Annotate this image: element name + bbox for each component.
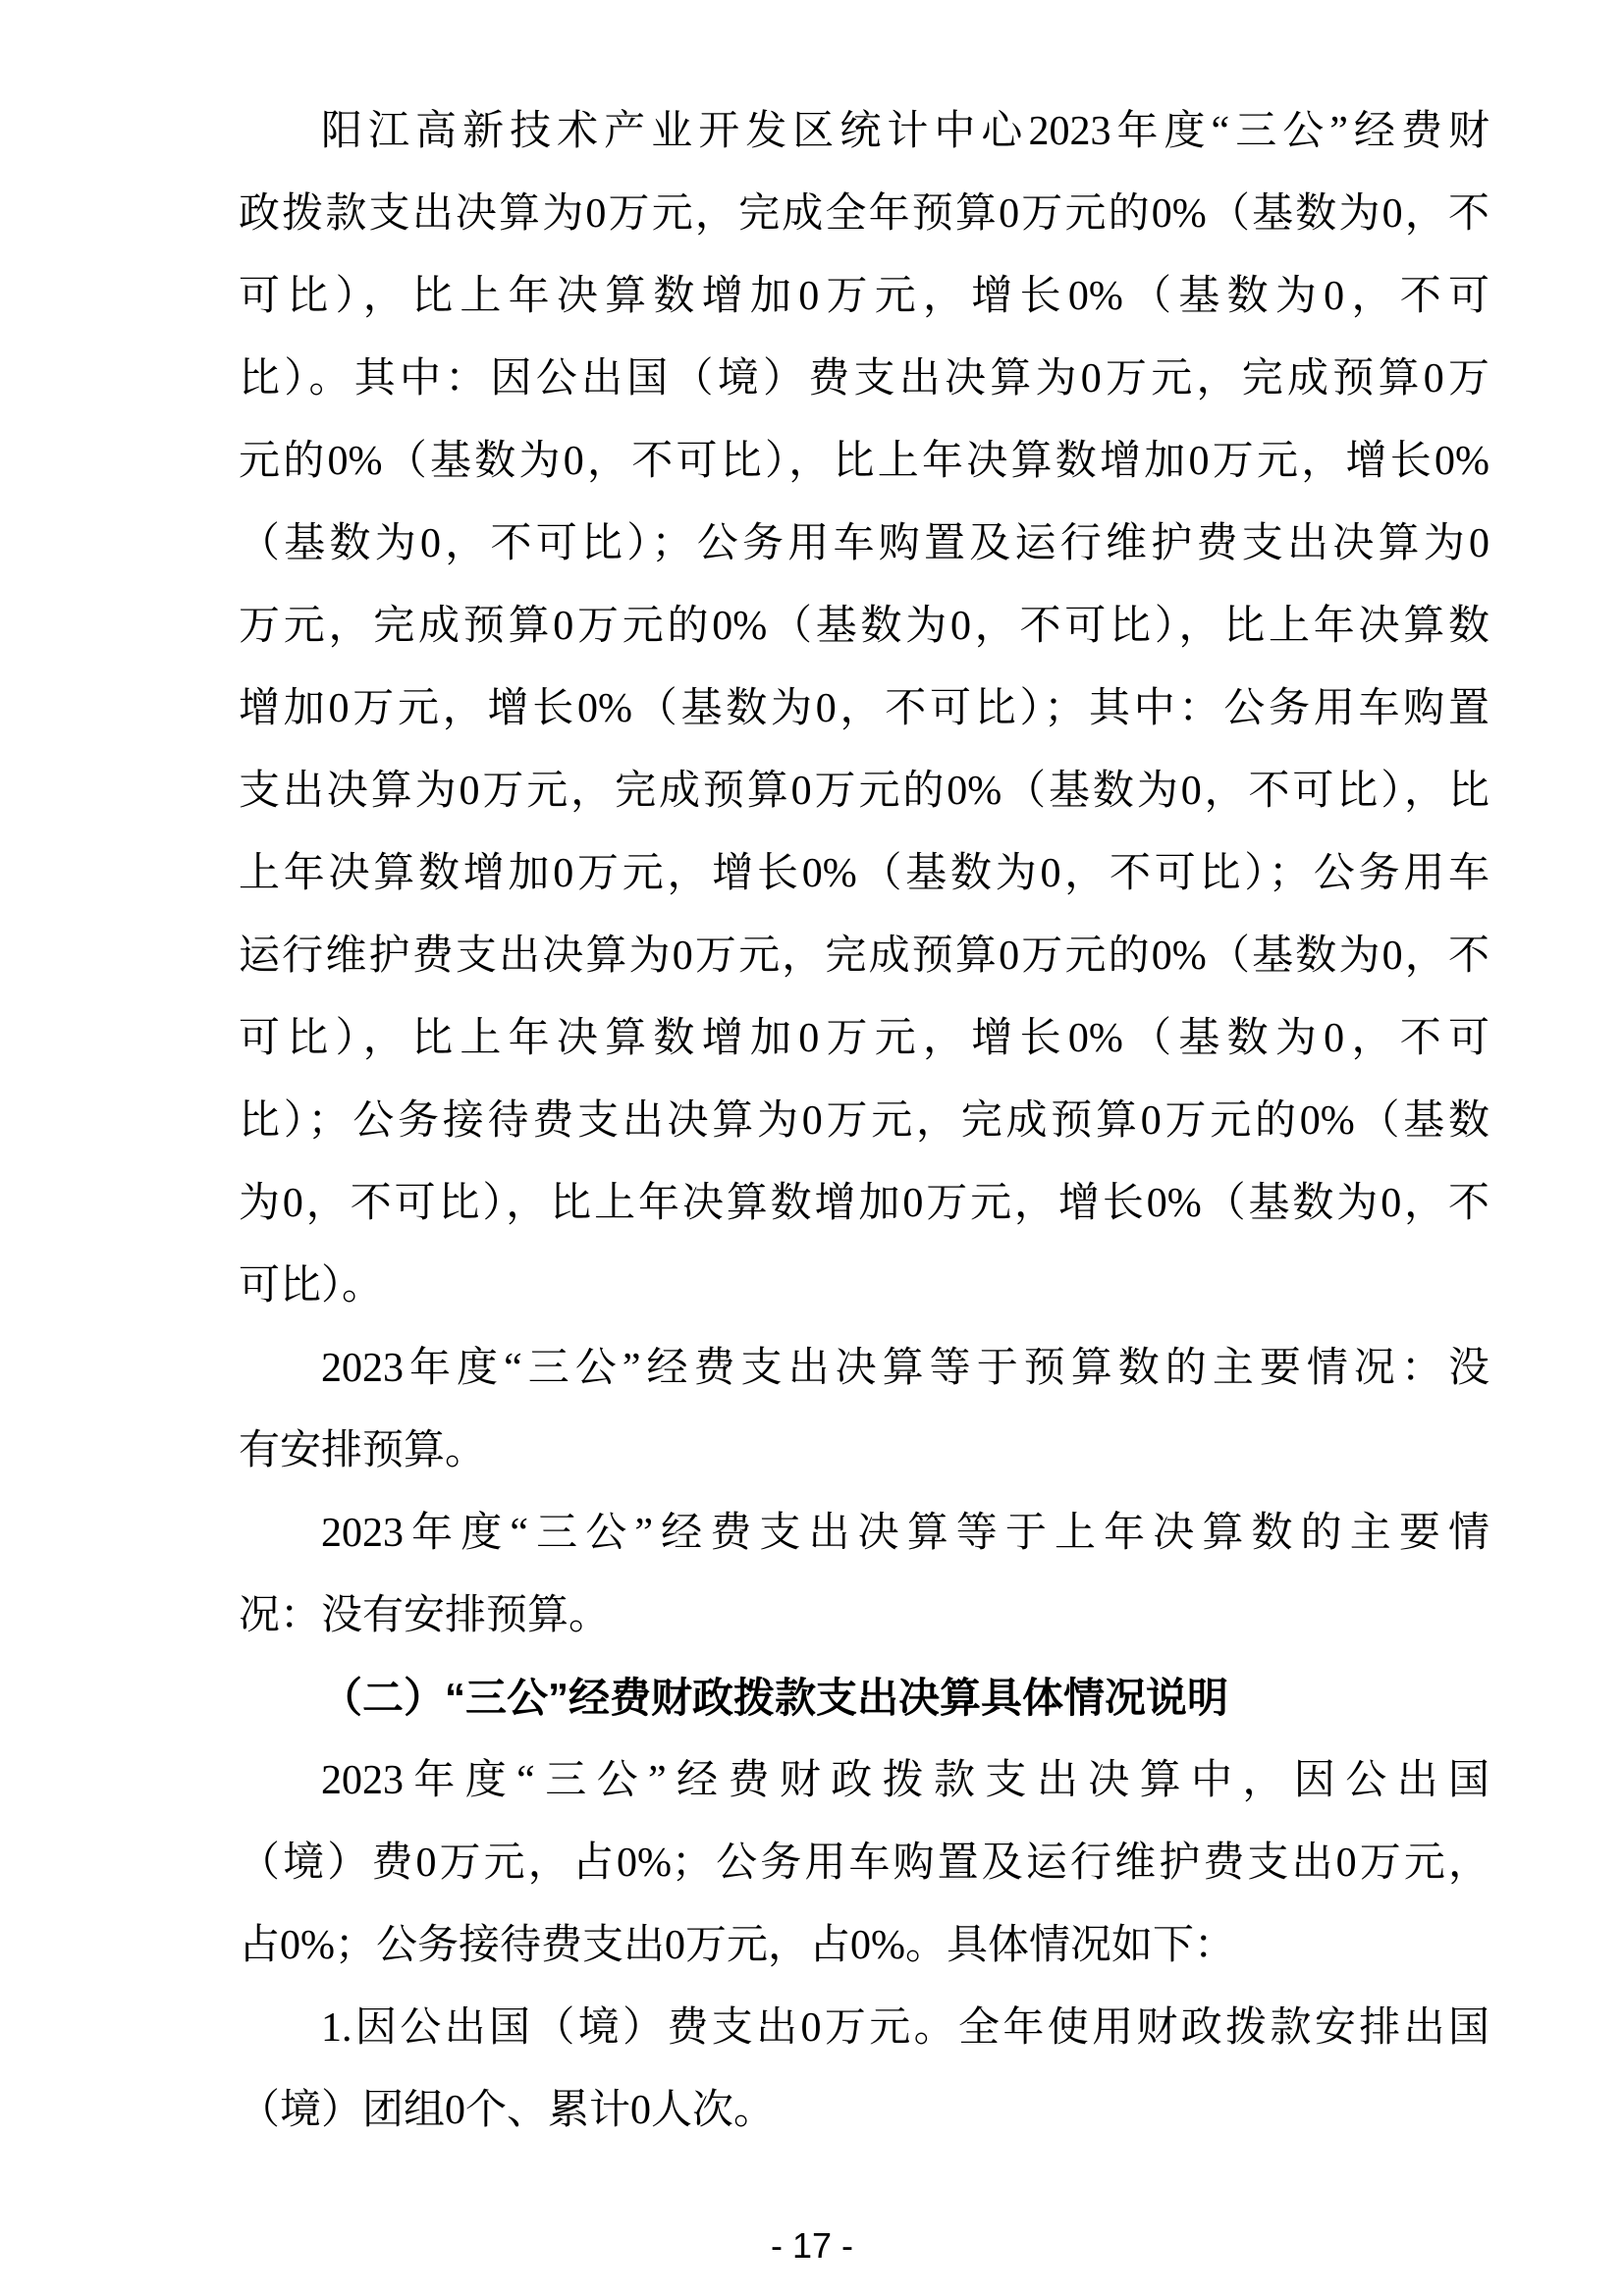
text-line: 况：没有安排预算。 [239,1593,611,1638]
document-body [239,90,1489,2152]
paragraph-equal-to-budget-note [239,1327,1489,1492]
text-line: 支出决算为0万元，完成预算0万元的0%（基数为0，不可比），比 [239,769,1489,814]
text-line: 元的0%（基数为0，不可比），比上年决算数增加0万元，增长0% [239,439,1489,484]
text-line: 比）。其中：因公出国（境）费支出决算为0万元，完成预算0万 [239,356,1489,401]
text-line: 1.因公出国（境）费支出0万元。全年使用财政拨款安排出国 [321,2005,1489,2051]
text-line: 占0%；公务接待费支出0万元，占0%。具体情况如下： [239,1923,1235,1968]
section-two-heading [239,1657,1489,1739]
text-line: （境）费0万元，占0%；公务用车购置及运行维护费支出0万元， [239,1841,1489,1886]
text-line: 上年决算数增加0万元，增长0%（基数为0，不可比）；公务用车 [239,851,1489,896]
page-number: - 17 - [770,2225,854,2266]
text-line: 可比），比上年决算数增加0万元，增长0%（基数为0，不可 [239,274,1489,319]
text-line: （境）团组0个、累计0人次。 [239,2088,776,2133]
text-line: 增加0万元，增长0%（基数为0，不可比）；其中：公务用车购置 [239,686,1489,731]
paragraph-breakdown-overview [239,1739,1489,1987]
paragraph-three-public-funds-summary [239,90,1489,1327]
paragraph-equal-to-last-year-note [239,1492,1489,1657]
text-line: 可比）。 [239,1263,384,1308]
text-line: 可比），比上年决算数增加0万元，增长0%（基数为0，不可 [239,1016,1489,1061]
text-line: 2023年度“三公”经费财政拨款支出决算中，因公出国 [321,1758,1489,1803]
text-line: 运行维护费支出决算为0万元，完成预算0万元的0%（基数为0，不 [239,934,1489,979]
text-line: 比）；公务接待费支出决算为0万元，完成预算0万元的0%（基数 [239,1098,1489,1144]
paragraph-item-1-abroad-expense [239,1987,1489,2152]
text-line: 2023年度“三公”经费支出决算等于预算数的主要情况：没 [321,1346,1489,1391]
text-line: （基数为0，不可比）；公务用车购置及运行维护费支出决算为0 [239,521,1489,566]
text-line: 阳江高新技术产业开发区统计中心2023年度“三公”经费财 [321,109,1489,154]
heading-text-line: （二）“三公”经费财政拨款支出决算具体情况说明 [321,1675,1229,1721]
text-line: 2023年度“三公”经费支出决算等于上年决算数的主要情 [321,1511,1489,1556]
text-line: 为0，不可比），比上年决算数增加0万元，增长0%（基数为0，不 [239,1181,1489,1226]
text-line: 政拨款支出决算为0万元，完成全年预算0万元的0%（基数为0，不 [239,191,1489,237]
page-footer [0,2224,1624,2268]
text-line: 有安排预算。 [239,1428,487,1473]
text-line: 万元，完成预算0万元的0%（基数为0，不可比），比上年决算数 [239,604,1489,649]
